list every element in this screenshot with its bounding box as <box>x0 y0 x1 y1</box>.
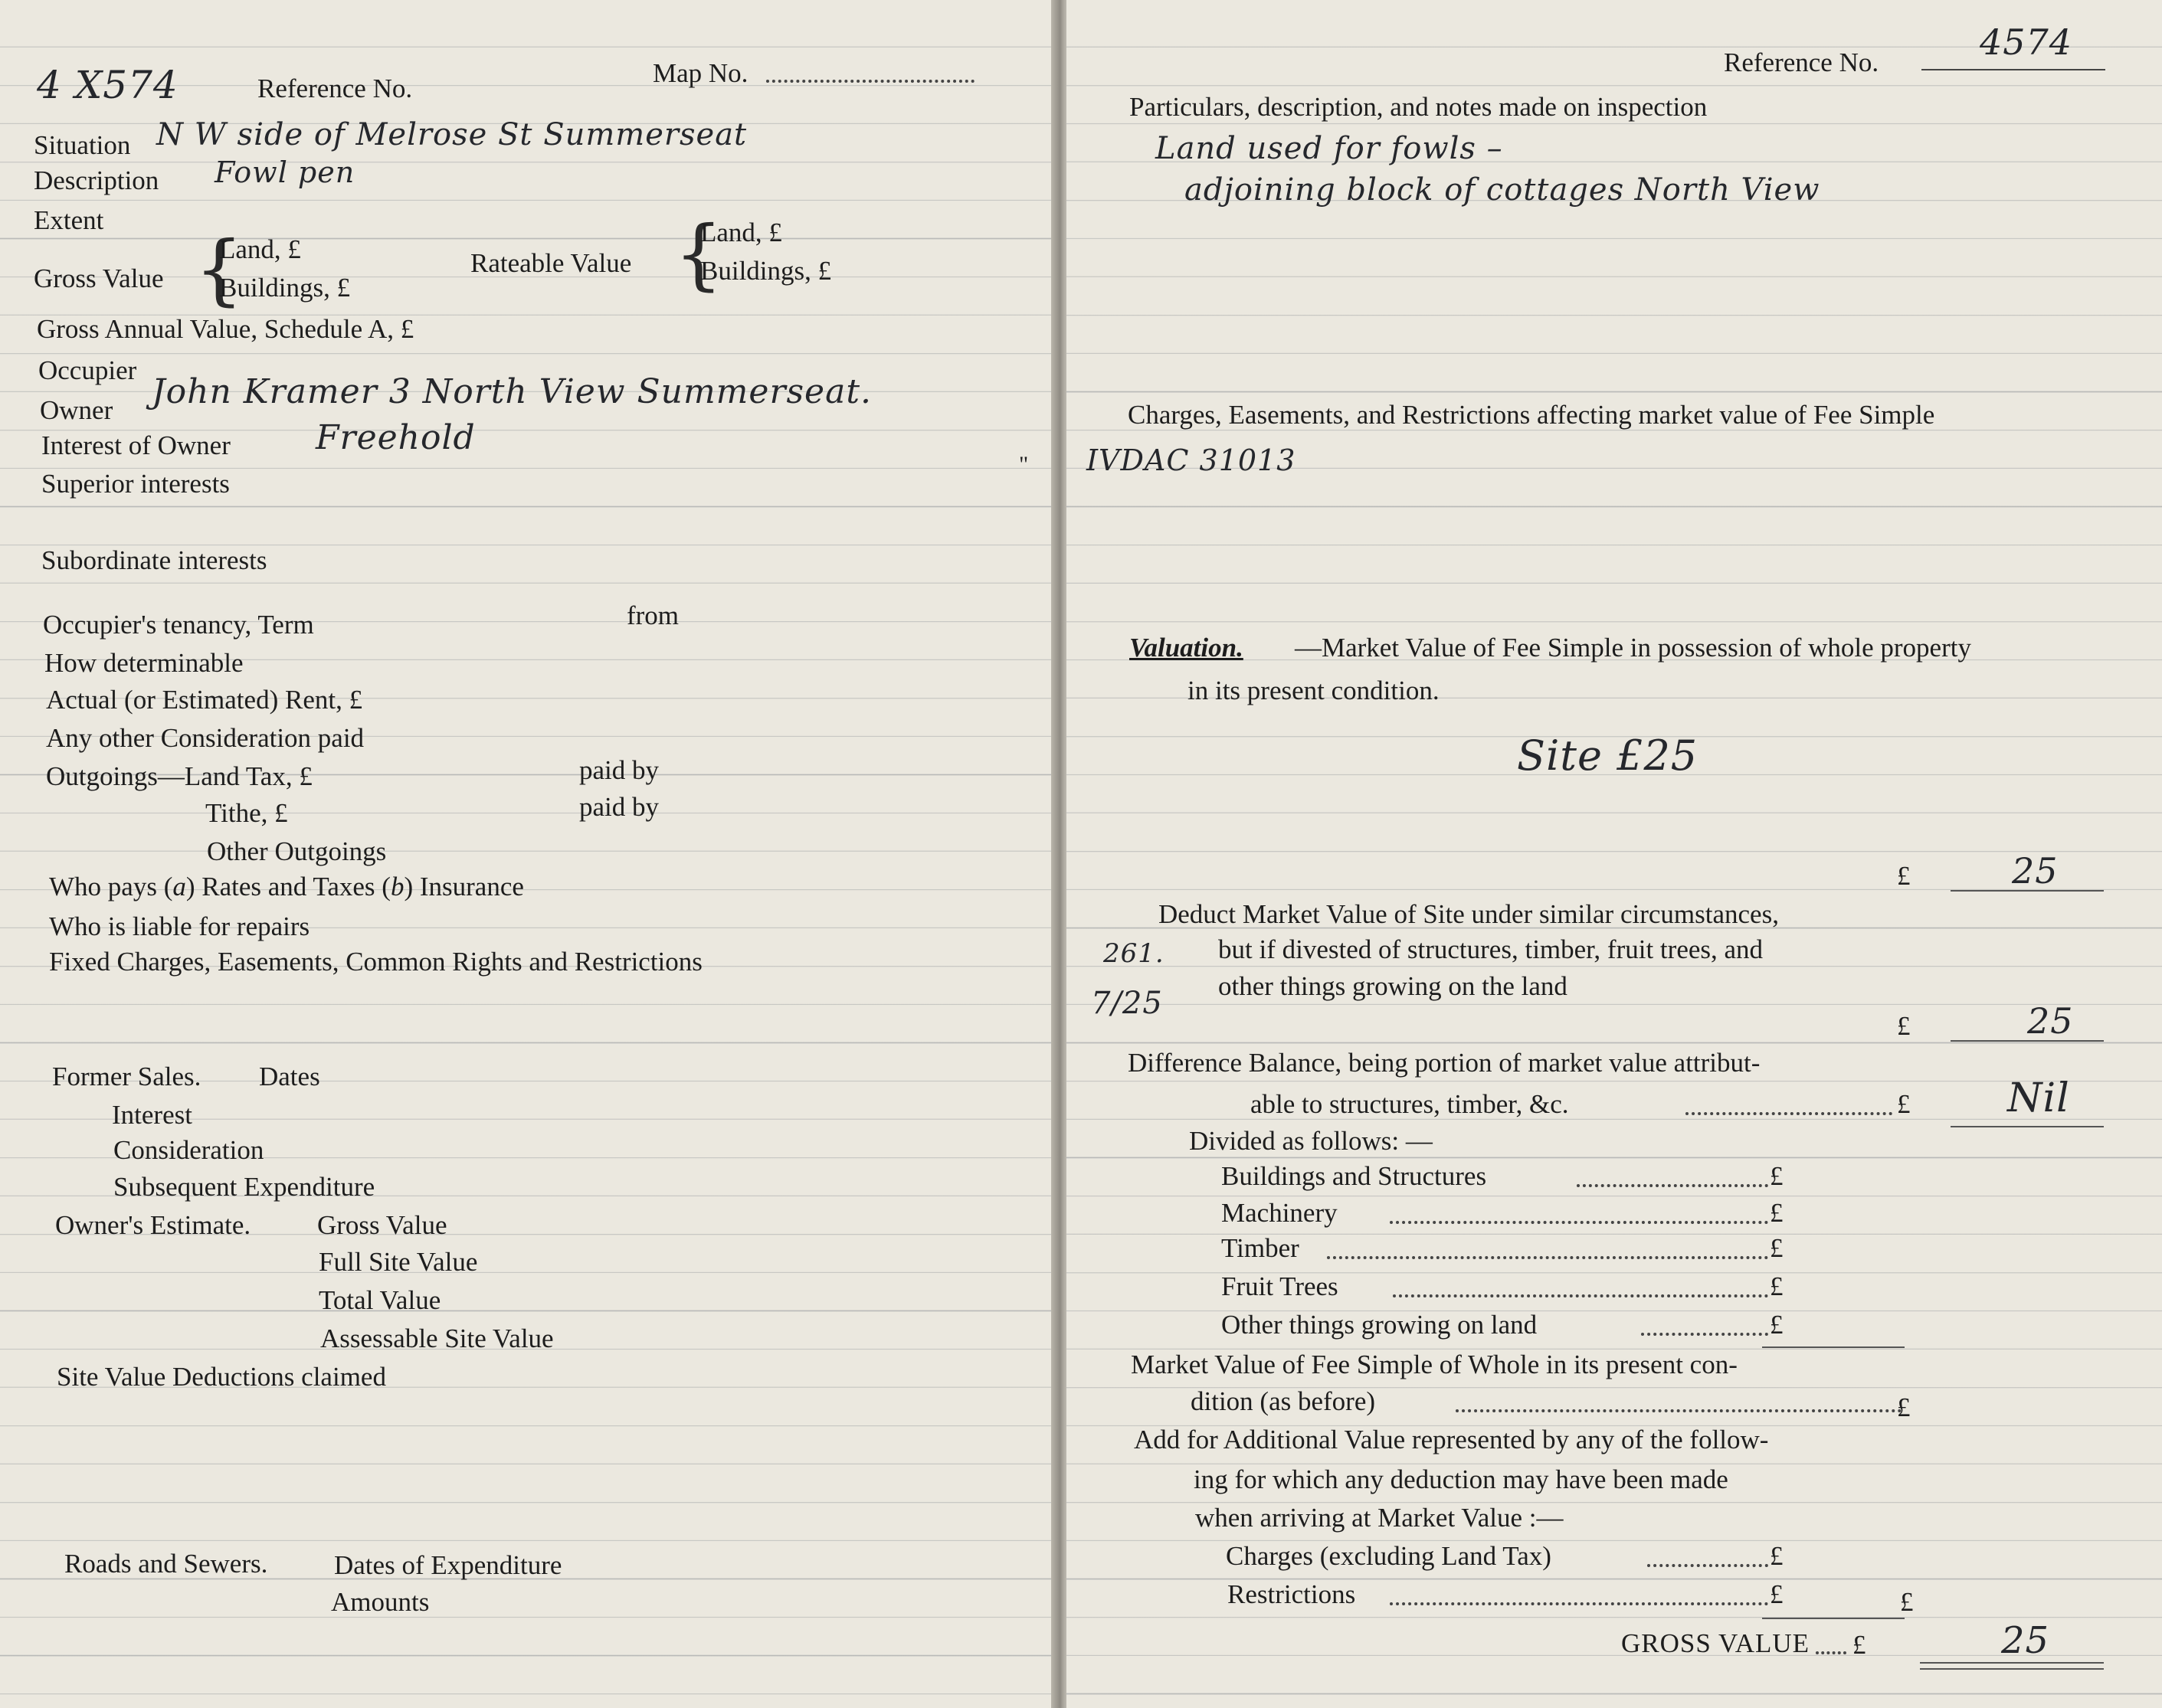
rateable-value-brace: { <box>674 209 723 299</box>
extent-label: Extent <box>34 205 104 235</box>
add-value-text-3: when arriving at Market Value :— <box>1195 1503 1564 1533</box>
left-reference-label: Reference No. <box>257 74 413 103</box>
description-value: Fowl pen <box>215 155 355 189</box>
gross-annual-value-label: Gross Annual Value, Schedule A, £ <box>37 314 414 344</box>
map-number-line <box>766 80 975 83</box>
description-label: Description <box>34 165 159 195</box>
right-reference-line <box>1921 69 2105 70</box>
deduct-text-3: other things growing on the land <box>1218 971 1567 1001</box>
fixed-charges-label: Fixed Charges, Easements, Common Rights and Restrictions <box>49 947 703 977</box>
valuation-text-1: —Market Value of Fee Simple in possession of whole property <box>1295 633 1971 663</box>
timber-pound: £ <box>1770 1233 1784 1263</box>
buildings-pound: £ <box>1770 1161 1784 1191</box>
site-value-handwritten: Site £25 <box>1517 731 1698 780</box>
valuation-text-2: in its present condition. <box>1187 676 1440 705</box>
fruit-trees-leader <box>1393 1294 1768 1297</box>
add-value-text-2: ing for which any deduction may have been made <box>1194 1464 1728 1494</box>
superior-interests-label: Superior interests <box>41 469 230 499</box>
market-value-rule <box>1951 890 2104 892</box>
add-value-text-1: Add for Additional Value represented by any of the follow- <box>1134 1425 1769 1454</box>
former-sales-interest-label: Interest <box>112 1100 192 1130</box>
rateable-value-label: Rateable Value <box>470 248 632 278</box>
whole-value-leader <box>1456 1409 1902 1412</box>
restrictions-total-pound: £ <box>1900 1587 1914 1617</box>
divided-total-rule <box>1762 1346 1905 1348</box>
estimate-total-value-label: Total Value <box>319 1285 441 1315</box>
land-tax-paid-by-label: paid by <box>579 755 660 785</box>
restrictions-rule <box>1762 1618 1905 1619</box>
repairs-label: Who is liable for repairs <box>49 911 310 941</box>
site-value-deductions-label: Site Value Deductions claimed <box>57 1362 386 1392</box>
other-things-label: Other things growing on land <box>1221 1310 1538 1340</box>
tenancy-from-label: from <box>627 600 680 630</box>
charges-easements-value: IVDAC 31013 <box>1086 443 1296 477</box>
owner-value: John Kramer 3 North View Summerseat. <box>152 372 872 411</box>
particulars-label: Particulars, description, and notes made on inspection <box>1129 92 1708 122</box>
valuation-title: Valuation. <box>1129 633 1243 663</box>
difference-amount: Nil <box>2007 1075 2070 1121</box>
subordinate-interests-label: Subordinate interests <box>41 545 267 575</box>
pound-sign-1: £ <box>1897 861 1911 891</box>
restrictions-pound: £ <box>1770 1579 1784 1609</box>
whole-value-text-1: Market Value of Fee Simple of Whole in its present con- <box>1131 1350 1738 1379</box>
timber-leader <box>1327 1256 1768 1259</box>
gross-buildings-label: Buildings, £ <box>219 273 351 303</box>
restrictions-leader <box>1390 1602 1768 1605</box>
charges-excluding-pound: £ <box>1770 1541 1784 1571</box>
tithe-paid-by-label: paid by <box>579 792 660 822</box>
margin-mark: " <box>1019 452 1029 477</box>
pound-sign-2: £ <box>1897 1011 1911 1041</box>
former-sales-label: Former Sales. <box>52 1062 201 1091</box>
difference-text-2: able to structures, timber, &c. <box>1250 1089 1569 1119</box>
right-reference-number: 4574 <box>1980 21 2073 63</box>
situation-value: N W side of Melrose St Summerseat <box>156 117 748 152</box>
deduct-text-2: but if divested of structures, timber, fruit trees, and <box>1218 934 1764 964</box>
gross-value-total-label: GROSS VALUE <box>1621 1628 1810 1658</box>
who-pays-label: Who pays (a) Rates and Taxes (b) Insurance <box>49 872 524 901</box>
situation-label: Situation <box>34 130 131 160</box>
rateable-buildings-label: Buildings, £ <box>700 256 832 286</box>
pound-sign-3: £ <box>1897 1089 1911 1119</box>
tithe-label: Tithe, £ <box>205 798 288 828</box>
gross-value-rule-2 <box>1920 1668 2104 1670</box>
left-reference-number: 4 X574 <box>37 63 179 107</box>
interest-of-owner-value: Freehold <box>316 418 476 457</box>
other-outgoings-label: Other Outgoings <box>207 836 387 866</box>
estimate-full-site-label: Full Site Value <box>319 1247 478 1277</box>
site-deduction-rule <box>1951 1040 2104 1042</box>
margin-note-1: 261. <box>1103 938 1165 969</box>
buildings-structures-label: Buildings and Structures <box>1221 1161 1487 1191</box>
site-deduction-amount: 25 <box>2027 1000 2074 1042</box>
rateable-land-label: Land, £ <box>700 218 782 247</box>
how-determinable-label: How determinable <box>44 648 244 678</box>
occupier-label: Occupier <box>38 355 137 385</box>
tenancy-term-label: Occupier's tenancy, Term <box>43 610 314 640</box>
timber-label: Timber <box>1221 1233 1299 1263</box>
gross-value-label: Gross Value <box>34 263 164 293</box>
gross-value-brace: { <box>195 224 244 314</box>
particulars-line-1: Land used for fowls – <box>1155 131 1503 166</box>
gross-land-label: Land, £ <box>219 234 301 264</box>
other-things-leader <box>1641 1333 1768 1336</box>
dates-of-expenditure-label: Dates of Expenditure <box>334 1550 562 1580</box>
other-things-pound: £ <box>1770 1310 1784 1340</box>
charges-excluding-label: Charges (excluding Land Tax) <box>1226 1541 1551 1571</box>
fruit-trees-label: Fruit Trees <box>1221 1271 1338 1301</box>
fruit-trees-pound: £ <box>1770 1271 1784 1301</box>
divided-as-follows-label: Divided as follows: — <box>1189 1126 1433 1156</box>
margin-note-2: 7/25 <box>1091 986 1163 1021</box>
left-page <box>0 0 1056 1708</box>
outgoings-land-tax-label: Outgoings—Land Tax, £ <box>46 761 313 791</box>
difference-rule <box>1951 1126 2104 1127</box>
charges-excluding-leader <box>1647 1564 1768 1567</box>
map-number-label: Map No. <box>653 58 749 88</box>
owner-label: Owner <box>40 395 113 425</box>
market-value-amount: 25 <box>2012 850 2059 892</box>
machinery-leader <box>1390 1221 1768 1224</box>
former-sales-consideration-label: Consideration <box>113 1135 264 1165</box>
former-sales-dates-label: Dates <box>259 1062 320 1091</box>
gross-value-rule-1 <box>1920 1662 2104 1664</box>
rent-label: Actual (or Estimated) Rent, £ <box>46 685 363 715</box>
difference-leader <box>1685 1112 1892 1115</box>
right-reference-label: Reference No. <box>1724 47 1879 77</box>
gross-value-pound: £ <box>1852 1630 1866 1660</box>
owners-estimate-label: Owner's Estimate. <box>55 1210 251 1240</box>
deduct-text-1: Deduct Market Value of Site under similar circumstances, <box>1158 899 1779 929</box>
subsequent-expenditure-label: Subsequent Expenditure <box>113 1172 375 1202</box>
charges-easements-label: Charges, Easements, and Restrictions affecting market value of Fee Simple <box>1128 400 1935 430</box>
amounts-label: Amounts <box>331 1587 430 1617</box>
interest-of-owner-label: Interest of Owner <box>41 430 231 460</box>
particulars-line-2: adjoining block of cottages North View <box>1184 172 1820 208</box>
whole-value-pound: £ <box>1897 1392 1911 1422</box>
gross-value-leader <box>1816 1651 1846 1654</box>
roads-sewers-label: Roads and Sewers. <box>64 1549 268 1579</box>
difference-text-1: Difference Balance, being portion of market value attribut- <box>1128 1048 1761 1078</box>
gross-value-amount: 25 <box>2001 1619 2050 1662</box>
estimate-gross-value-label: Gross Value <box>317 1210 447 1240</box>
other-consideration-label: Any other Consideration paid <box>46 723 365 753</box>
machinery-pound: £ <box>1770 1198 1784 1228</box>
buildings-leader <box>1577 1184 1768 1187</box>
machinery-label: Machinery <box>1221 1198 1338 1228</box>
whole-value-text-2: dition (as before) <box>1191 1386 1376 1416</box>
estimate-assessable-label: Assessable Site Value <box>320 1324 554 1353</box>
restrictions-label: Restrictions <box>1227 1579 1356 1609</box>
